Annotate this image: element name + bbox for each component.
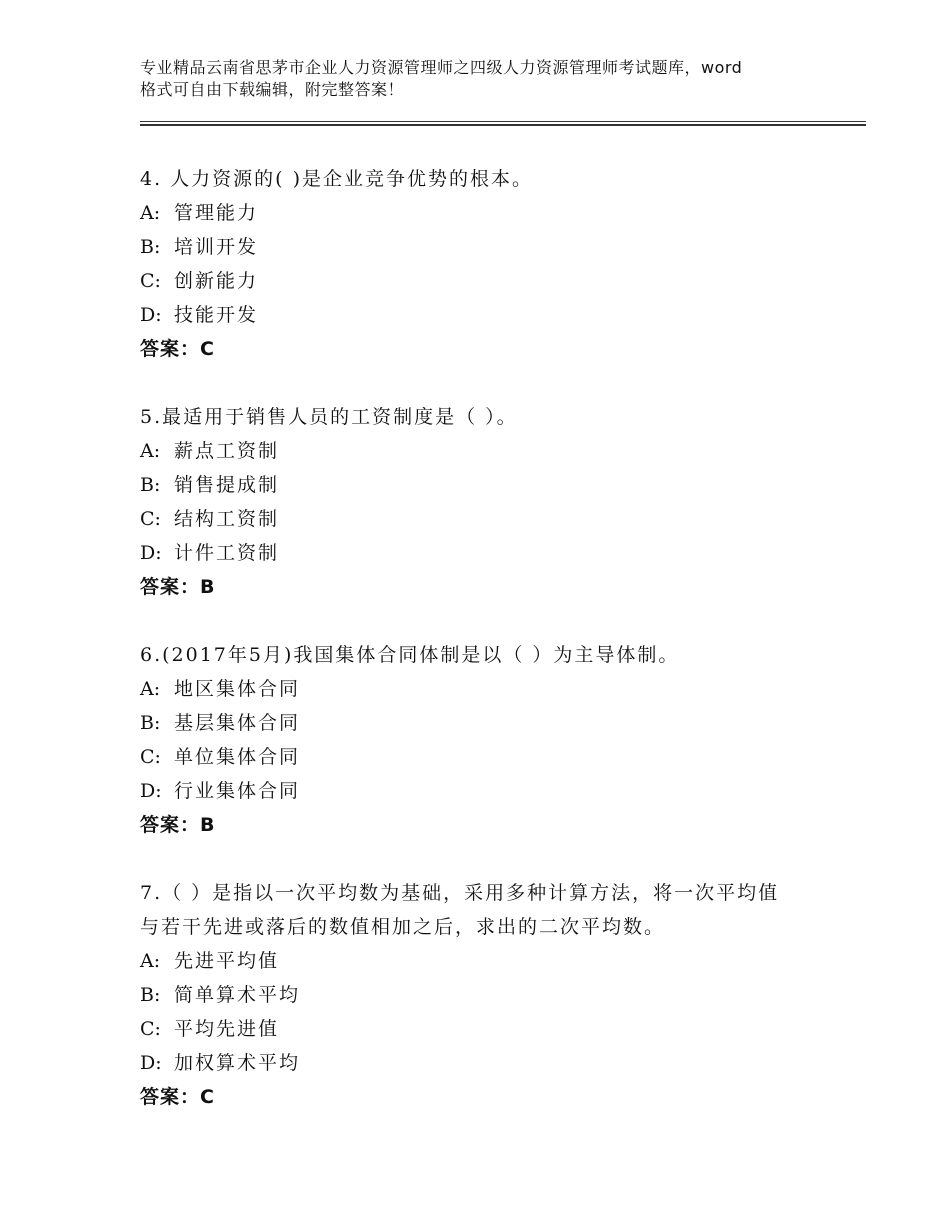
answer-option <box>140 740 840 774</box>
question-stem: 5.最适用于销售人员的工资制度是（ ）。 <box>140 406 518 428</box>
option-key: B: <box>140 984 161 1006</box>
option-text: 薪点工资制 <box>174 440 280 462</box>
option-text: 平均先进值 <box>174 1018 280 1040</box>
option-key: B: <box>140 712 161 734</box>
answer-option <box>140 944 840 978</box>
option-text: 创新能力 <box>174 270 259 292</box>
option-text: 培训开发 <box>174 236 259 258</box>
option-text: 销售提成制 <box>174 474 280 496</box>
option-key: D: <box>140 1052 162 1074</box>
question-stem: 与若干先进或落后的数值相加之后，求出的二次平均数。 <box>140 916 666 938</box>
answer-option <box>140 1046 840 1080</box>
answer-option <box>140 672 840 706</box>
option-key: C: <box>140 1018 161 1040</box>
question-stem: 7.（ ）是指以一次平均数为基础，采用多种计算方法，将一次平均值 <box>140 882 780 904</box>
answer-option <box>140 264 840 298</box>
answer-option <box>140 774 840 808</box>
answer-option <box>140 434 840 468</box>
answer-option <box>140 706 840 740</box>
answer-option <box>140 468 840 502</box>
option-text: 计件工资制 <box>174 542 280 564</box>
header-title-line-1: 专业精品云南省思茅市企业人力资源管理师之四级人力资源管理师考试题库，word <box>140 58 743 77</box>
answer-option <box>140 502 840 536</box>
question-list <box>140 162 840 1148</box>
answer-option <box>140 196 840 230</box>
option-key: C: <box>140 270 161 292</box>
header-divider-thin <box>140 121 866 122</box>
option-key: A: <box>140 950 161 972</box>
option-text: 先进平均值 <box>174 950 280 972</box>
question-stem: 6.(2017年5月)我国集体合同体制是以（ ）为主导体制。 <box>140 644 680 666</box>
answer-option <box>140 230 840 264</box>
question-block <box>140 400 840 604</box>
option-text: 基层集体合同 <box>174 712 301 734</box>
answer-line: 答案：B <box>140 576 216 598</box>
option-text: 简单算术平均 <box>174 984 301 1006</box>
answer-option <box>140 298 840 332</box>
header-title-line-2: 格式可自由下载编辑，附完整答案！ <box>140 80 405 99</box>
answer-option <box>140 1012 840 1046</box>
option-key: D: <box>140 542 162 564</box>
option-key: D: <box>140 780 162 802</box>
option-text: 地区集体合同 <box>174 678 301 700</box>
option-text: 结构工资制 <box>174 508 280 530</box>
answer-line: 答案：C <box>140 1086 215 1108</box>
document-header <box>140 57 840 101</box>
answer-option <box>140 536 840 570</box>
answer-option <box>140 978 840 1012</box>
option-text: 加权算术平均 <box>174 1052 301 1074</box>
option-key: B: <box>140 236 161 258</box>
option-text: 单位集体合同 <box>174 746 301 768</box>
option-key: A: <box>140 440 161 462</box>
answer-line: 答案：C <box>140 338 215 360</box>
option-key: A: <box>140 202 161 224</box>
option-text: 技能开发 <box>174 304 259 326</box>
option-key: C: <box>140 508 161 530</box>
question-block <box>140 876 840 1114</box>
option-text: 行业集体合同 <box>174 780 301 802</box>
option-key: D: <box>140 304 162 326</box>
option-text: 管理能力 <box>174 202 259 224</box>
question-block <box>140 638 840 842</box>
header-divider-thick <box>140 124 866 126</box>
answer-line: 答案：B <box>140 814 216 836</box>
question-stem: 4. 人力资源的( )是企业竞争优势的根本。 <box>140 168 534 190</box>
option-key: C: <box>140 746 161 768</box>
question-block <box>140 162 840 366</box>
option-key: A: <box>140 678 161 700</box>
option-key: B: <box>140 474 161 496</box>
